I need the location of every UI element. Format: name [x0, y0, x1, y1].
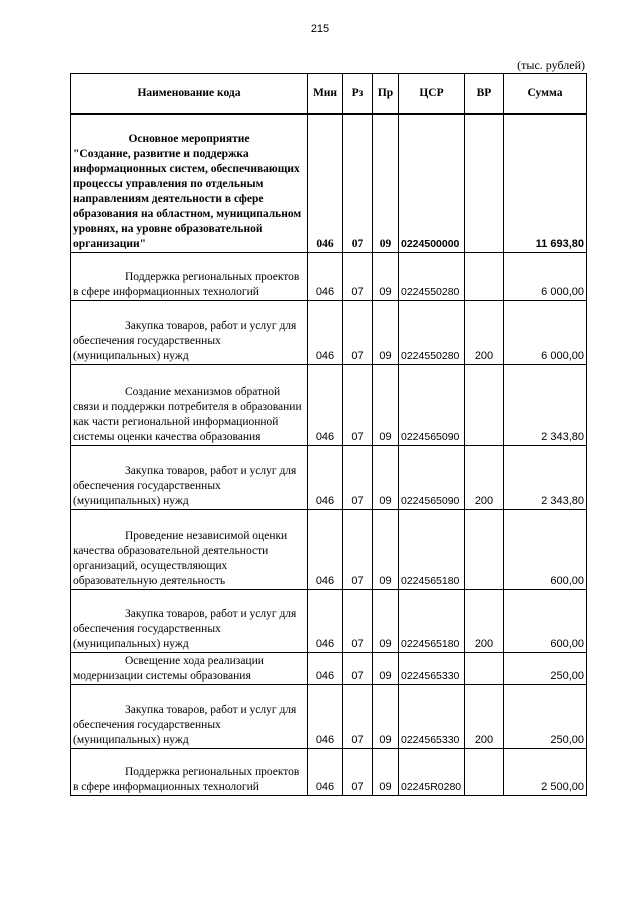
- row-name: [71, 653, 308, 685]
- row-pr: 09: [373, 253, 399, 301]
- row-name-rest: для обеспечения государственных (муниципальных) нужд: [73, 608, 297, 650]
- row-name: [71, 301, 308, 365]
- row-min: 046: [308, 253, 343, 301]
- row-rz: 07: [343, 510, 373, 590]
- row-pr: 09: [373, 365, 399, 446]
- row-csr: 0224500000: [399, 114, 465, 253]
- row-csr: 0224565330: [399, 653, 465, 685]
- row-name-first: Освещение хода реализации: [125, 655, 264, 667]
- row-sum: 250,00: [504, 653, 587, 685]
- row-min: 046: [308, 685, 343, 749]
- table-row: [71, 510, 587, 590]
- row-rz: 07: [343, 685, 373, 749]
- row-name-first: Закупка товаров, работ и услуг: [125, 704, 277, 716]
- row-pr: 09: [373, 301, 399, 365]
- row-rz: 07: [343, 749, 373, 796]
- table-row: [71, 253, 587, 301]
- row-csr: 0224550280: [399, 253, 465, 301]
- row-sum: 6 000,00: [504, 253, 587, 301]
- units-label: (тыс. рублей): [517, 58, 585, 72]
- row-pr: 09: [373, 685, 399, 749]
- row-name-first: Поддержка региональных: [125, 271, 253, 283]
- row-vr: 200: [465, 590, 504, 653]
- row-pr: 09: [373, 114, 399, 253]
- row-rz: 07: [343, 253, 373, 301]
- row-name-rest: "Создание, развитие и поддержка информационных систем, обеспечивающих процессы управления по отдельным направлениям деятельности в сфере образования на областном, муниципальном уровнях, на уровне образовательной организации": [73, 148, 302, 250]
- row-csr: 0224565090: [399, 365, 465, 446]
- row-vr: [465, 365, 504, 446]
- table-row: [71, 653, 587, 685]
- row-sum: 6 000,00: [504, 301, 587, 365]
- row-vr: [465, 653, 504, 685]
- row-csr: 0224565180: [399, 510, 465, 590]
- row-name-rest: для обеспечения государственных (муниципальных) нужд: [73, 704, 297, 746]
- row-csr: 0224550280: [399, 301, 465, 365]
- row-rz: 07: [343, 446, 373, 510]
- row-name: [71, 114, 308, 253]
- header-csr: ЦСР: [399, 74, 465, 114]
- table-row: [71, 301, 587, 365]
- header-pr: Пр: [373, 74, 399, 114]
- row-name-first: Проведение независимой оценки: [125, 530, 288, 542]
- header-name: Наименование кода: [71, 74, 308, 114]
- row-sum: 600,00: [504, 510, 587, 590]
- row-vr: [465, 749, 504, 796]
- row-rz: 07: [343, 365, 373, 446]
- row-sum: 2 343,80: [504, 446, 587, 510]
- row-vr: 200: [465, 301, 504, 365]
- row-min: 046: [308, 653, 343, 685]
- header-rz: Рз: [343, 74, 373, 114]
- row-csr: 02245R0280: [399, 749, 465, 796]
- row-min: 046: [308, 590, 343, 653]
- row-sum: 2 343,80: [504, 365, 587, 446]
- row-name: [71, 749, 308, 796]
- row-name: [71, 253, 308, 301]
- row-rz: 07: [343, 301, 373, 365]
- row-name: [71, 446, 308, 510]
- row-name-rest: для обеспечения государственных (муниципальных) нужд: [73, 465, 297, 507]
- row-min: 046: [308, 446, 343, 510]
- row-name-rest: качества образовательной деятельности организаций, осуществляющих образовательную деятельность: [73, 545, 269, 587]
- table-row: [71, 365, 587, 446]
- row-name-rest: для обеспечения государственных (муниципальных) нужд: [73, 320, 297, 362]
- row-sum: 250,00: [504, 685, 587, 749]
- row-sum: 2 500,00: [504, 749, 587, 796]
- row-pr: 09: [373, 749, 399, 796]
- row-name-rest: связи и поддержки потребителя в образовании как части региональной информационной системы оценки качества образования: [73, 401, 302, 443]
- row-min: 046: [308, 749, 343, 796]
- row-name-rest: модернизации системы образования: [73, 670, 251, 682]
- row-csr: 0224565330: [399, 685, 465, 749]
- row-name-rest: проектов в сфере информационных технологий: [73, 271, 300, 298]
- row-pr: 09: [373, 590, 399, 653]
- row-rz: 07: [343, 590, 373, 653]
- header-vr: ВР: [465, 74, 504, 114]
- row-name-first: Закупка товаров, работ и услуг: [125, 320, 277, 332]
- row-vr: 200: [465, 685, 504, 749]
- row-pr: 09: [373, 510, 399, 590]
- table-row: [71, 114, 587, 253]
- table-row: [71, 685, 587, 749]
- table-row: [71, 749, 587, 796]
- row-vr: [465, 114, 504, 253]
- row-name-first: Закупка товаров, работ и услуг: [125, 608, 277, 620]
- budget-table: [70, 73, 587, 796]
- row-sum: 600,00: [504, 590, 587, 653]
- row-name: [71, 685, 308, 749]
- header-sum: Сумма: [504, 74, 587, 114]
- header-min: Мин: [308, 74, 343, 114]
- row-min: 046: [308, 301, 343, 365]
- page-number: 215: [310, 23, 330, 35]
- row-min: 046: [308, 510, 343, 590]
- row-name-first: Закупка товаров, работ и услуг: [125, 465, 277, 477]
- row-rz: 07: [343, 653, 373, 685]
- row-sum: 11 693,80: [504, 114, 587, 253]
- row-name: [71, 590, 308, 653]
- row-vr: 200: [465, 446, 504, 510]
- row-name: [71, 510, 308, 590]
- row-name-first: Поддержка региональных: [125, 766, 253, 778]
- row-rz: 07: [343, 114, 373, 253]
- row-pr: 09: [373, 653, 399, 685]
- row-vr: [465, 253, 504, 301]
- row-csr: 0224565180: [399, 590, 465, 653]
- row-name: [71, 365, 308, 446]
- row-vr: [465, 510, 504, 590]
- row-name-first: Создание механизмов обратной: [125, 386, 281, 398]
- row-name-rest: проектов в сфере информационных технологий: [73, 766, 300, 793]
- row-csr: 0224565090: [399, 446, 465, 510]
- row-min: 046: [308, 365, 343, 446]
- table-row: [71, 446, 587, 510]
- row-pr: 09: [373, 446, 399, 510]
- table-header-row: [71, 74, 587, 114]
- row-min: 046: [308, 114, 343, 253]
- row-name-first: Основное мероприятие: [128, 133, 250, 145]
- table-row: [71, 590, 587, 653]
